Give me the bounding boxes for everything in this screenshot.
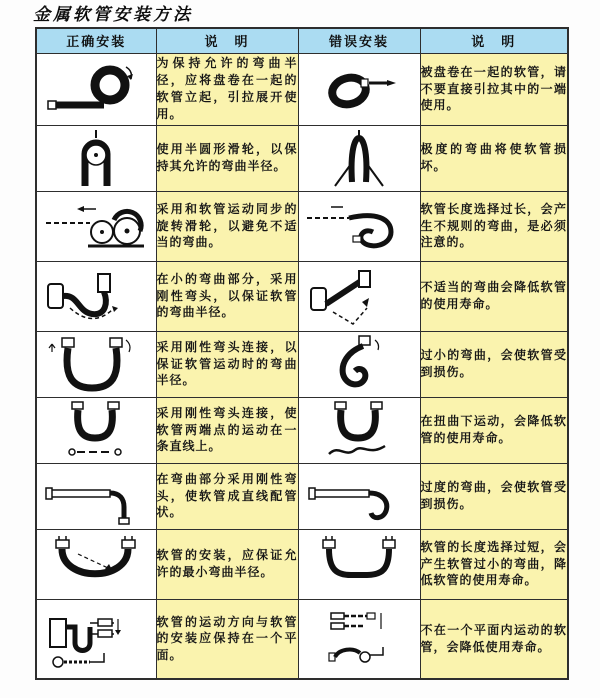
correct-illustration-cell [36, 331, 156, 397]
hose-excess-loop-icon [303, 196, 415, 256]
table-row [36, 599, 568, 679]
correct-illustration-cell [36, 53, 156, 125]
wrong-note: 软管的长度选择过短，会产生软管过小的弯曲，降低软管的使用寿命。 [420, 529, 568, 599]
rigid-elbow-curve-icon [40, 266, 152, 326]
table-row [36, 261, 568, 331]
header-wrong-install: 错误安装 [298, 28, 420, 53]
wrong-illustration-cell [298, 53, 420, 125]
correct-illustration-cell [36, 463, 156, 529]
wrong-note: 被盘卷在一起的软管，请不要直接引拉其中的一端使用。 [420, 53, 568, 125]
wrong-illustration-cell [298, 331, 420, 397]
wrong-illustration-cell [298, 125, 420, 191]
correct-illustration-cell [36, 191, 156, 261]
hose-over-pulley-icon [40, 128, 152, 188]
header-correct-install: 正确安装 [36, 28, 156, 53]
correct-illustration-cell [36, 599, 156, 679]
correct-illustration-cell [36, 529, 156, 599]
correct-note: 采用刚性弯头连接，以保证软管运动时的弯曲半径。 [156, 331, 298, 397]
wrong-note: 不适当的弯曲会降低软管的使用寿命。 [420, 261, 568, 331]
wrong-illustration-cell [298, 599, 420, 679]
correct-note: 使用半圆形滑轮，以保持其允许的弯曲半径。 [156, 125, 298, 191]
hose-sharp-fold-icon [303, 128, 415, 188]
correct-note: 采用和软管运动同步的旋转滑轮，以避免不适当的弯曲。 [156, 191, 298, 261]
wrong-note: 极度的弯曲将使软管损坏。 [420, 125, 568, 191]
coiled-hose-upright-icon [40, 59, 152, 119]
wrong-note: 过小的弯曲，会使软管受到损伤。 [420, 331, 568, 397]
wrong-illustration-cell [298, 397, 420, 463]
u-loop-straight-motion-icon [40, 400, 152, 460]
table-row [36, 397, 568, 463]
correct-note: 在小的弯曲部分，采用刚性弯头，以保证软管的弯曲半径。 [156, 261, 298, 331]
correct-note: 在弯曲部分采用刚性弯头，使软管成直线配管状。 [156, 463, 298, 529]
header-explanation-left: 说 明 [156, 28, 298, 53]
correct-illustration-cell [36, 125, 156, 191]
table-row [36, 53, 568, 125]
correct-note: 软管的运动方向与软管的安装应保持在一个平面。 [156, 599, 298, 679]
overbent-elbow-icon [303, 466, 415, 526]
u-loop-rigid-elbow-icon [40, 334, 152, 394]
correct-note: 为保持允许的弯曲半径，应将盘卷在一起的软管立起，引拉展开使用。 [156, 53, 298, 125]
coiled-hose-pulled-icon [303, 59, 415, 119]
table-row [36, 331, 568, 397]
installation-table [35, 27, 569, 680]
header-explanation-right: 说 明 [420, 28, 568, 53]
wrong-illustration-cell [298, 529, 420, 599]
trap-in-plane-icon [40, 607, 152, 671]
wrong-illustration-cell [298, 261, 420, 331]
correct-illustration-cell [36, 261, 156, 331]
table-row [36, 529, 568, 599]
wide-semicircle-hose-icon [40, 534, 152, 594]
table-row [36, 463, 568, 529]
wrong-note: 过度的弯曲，会使软管受到损伤。 [420, 463, 568, 529]
wrong-note: 不在一个平面内运动的软管，会降低使用寿命。 [420, 599, 568, 679]
header-row [36, 28, 568, 53]
out-of-plane-hose-icon [303, 607, 415, 671]
correct-note: 软管的安装，应保证允许的最小弯曲半径。 [156, 529, 298, 599]
wrong-illustration-cell [298, 191, 420, 261]
improper-kink-icon [303, 266, 415, 326]
table-row [36, 125, 568, 191]
table-row [36, 191, 568, 261]
wrong-note: 在扭曲下运动，会降低软管的使用寿命。 [420, 397, 568, 463]
wrong-note: 软管长度选择过长，会产生不规则的弯曲，是必须注意的。 [420, 191, 568, 261]
wrong-illustration-cell [298, 463, 420, 529]
correct-note: 采用刚性弯头连接，使软管两端点的运动在一条直线上。 [156, 397, 298, 463]
short-flat-hose-icon [303, 534, 415, 594]
straight-pipe-elbow-icon [40, 466, 152, 526]
u-loop-twisted-motion-icon [303, 400, 415, 460]
correct-illustration-cell [36, 397, 156, 463]
synchronized-roller-icon [40, 196, 152, 256]
page-title: 金属软管安装方法 [33, 5, 193, 24]
tight-hook-bend-icon [303, 334, 415, 394]
